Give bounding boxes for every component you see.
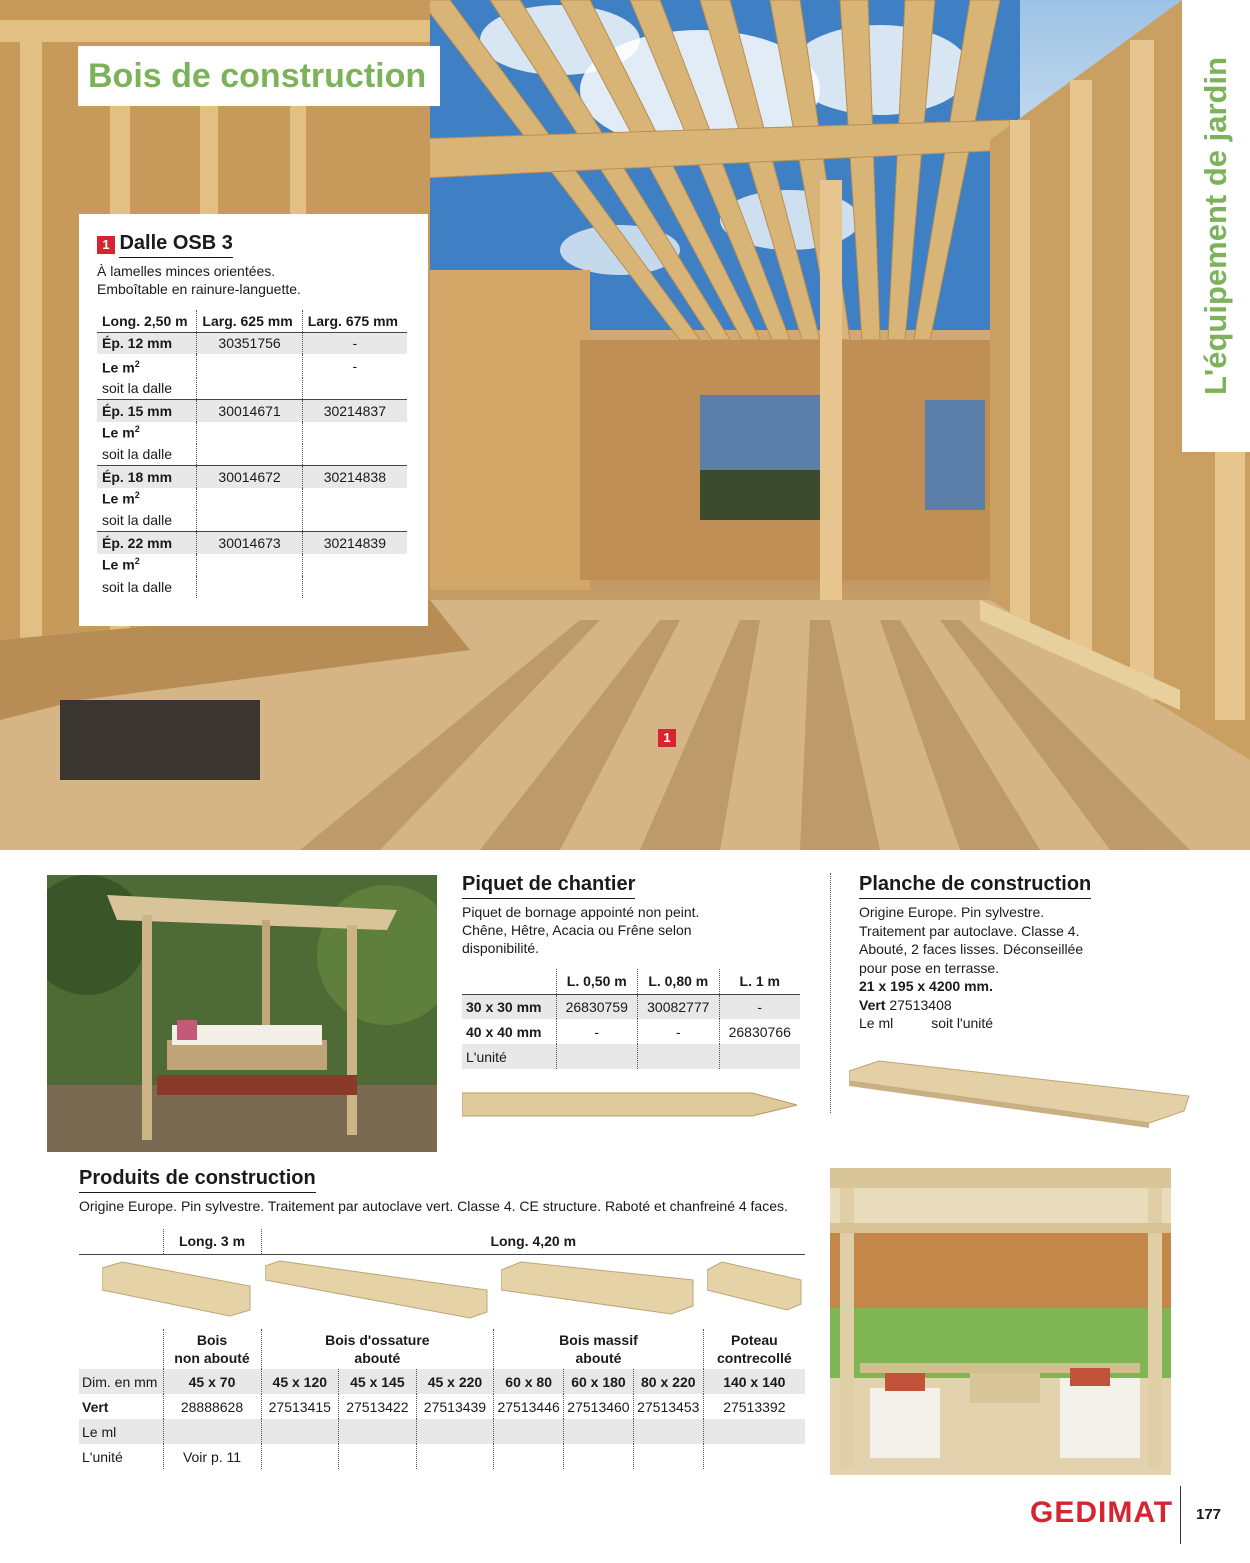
stake-image xyxy=(462,1083,802,1123)
planche-vert-row xyxy=(859,996,1199,1015)
empty-cell xyxy=(339,1444,417,1469)
empty-cell xyxy=(703,1419,805,1444)
planche-line-1: Origine Europe. Pin sylvestre. xyxy=(859,904,1045,920)
table-row xyxy=(97,576,407,598)
gazebo-illustration xyxy=(830,1168,1171,1475)
table-row xyxy=(79,1419,805,1444)
product-ref: - xyxy=(302,354,407,378)
beam-image-4 xyxy=(707,1260,802,1320)
product-ref: 30214837 xyxy=(302,400,407,422)
table-row xyxy=(79,1444,805,1469)
osb-desc-line-2: Emboîtable en rainure-languette. xyxy=(97,281,301,297)
empty-cell xyxy=(564,1444,634,1469)
category-bois-ossature xyxy=(261,1329,494,1369)
price-label: Le m xyxy=(102,556,135,573)
row-label: Ép. 22 mm xyxy=(97,532,197,554)
beam-image-cell xyxy=(261,1254,494,1329)
soit-unite-label: soit l'unité xyxy=(931,1015,994,1031)
voir-page: Voir p. 11 xyxy=(163,1444,261,1469)
product-ref: 27513422 xyxy=(339,1394,417,1419)
empty-cell xyxy=(197,576,302,598)
table-row xyxy=(97,354,407,378)
product-ref: - xyxy=(556,1019,638,1044)
cat-line: abouté xyxy=(575,1350,622,1366)
table-row xyxy=(97,444,407,466)
empty-cell xyxy=(494,1444,564,1469)
dim-cell: 45 x 120 xyxy=(261,1369,339,1394)
row-label: Le $m^2$ xyxy=(102,490,140,507)
empty-cell xyxy=(302,510,407,532)
piquet-desc-line-3: disponibilité. xyxy=(462,940,540,956)
dim-cell: 60 x 80 xyxy=(494,1369,564,1394)
osb-product-panel xyxy=(79,214,428,626)
row-label: Le $m^2$ xyxy=(102,556,140,573)
cat-line: Poteau xyxy=(730,1332,778,1348)
planche-line-3: Abouté, 2 faces lisses. Déconseillée xyxy=(859,941,1084,957)
row-label: Ép. 15 mm xyxy=(97,400,197,422)
category-bois-massif xyxy=(494,1329,703,1369)
beam-image-1 xyxy=(102,1260,252,1320)
product-ref: 27513408 xyxy=(889,996,952,1013)
product-ref: 27513415 xyxy=(261,1394,339,1419)
empty-cell xyxy=(197,554,302,576)
empty-header xyxy=(462,969,556,994)
piquet-table xyxy=(462,969,800,1069)
category-poteau xyxy=(703,1329,805,1369)
empty-cell xyxy=(703,1444,805,1469)
osb-title: Dalle OSB 3 xyxy=(119,232,232,258)
footer-divider xyxy=(1180,1486,1181,1544)
produits-panel xyxy=(79,1167,809,1469)
side-tab-label: L'équipement de jardin xyxy=(1198,56,1233,396)
row-label: soit la dalle xyxy=(102,446,173,463)
planche-dimensions: 21 x 195 x 4200 mm. xyxy=(859,978,993,994)
piquet-desc-line-1: Piquet de bornage appointé non peint. xyxy=(462,904,700,920)
product-ref: - xyxy=(638,1019,720,1044)
empty-cell xyxy=(197,488,302,510)
empty-cell xyxy=(556,1044,638,1069)
cat-line: abouté xyxy=(354,1350,401,1366)
empty-cell xyxy=(163,1419,261,1444)
category-bois-non-aboute xyxy=(163,1329,261,1369)
row-label: Le $m^2$ xyxy=(102,359,140,376)
beam-image-2 xyxy=(265,1260,490,1320)
empty-cell xyxy=(302,444,407,466)
produits-title: Produits de construction xyxy=(79,1167,316,1193)
product-ref: 27513460 xyxy=(564,1394,634,1419)
product-number-badge: 1 xyxy=(97,236,115,254)
product-ref: 27513439 xyxy=(416,1394,494,1419)
product-ref: 30014673 xyxy=(197,532,302,554)
product-ref: 30082777 xyxy=(638,994,720,1019)
row-label: L'unité xyxy=(82,1448,123,1465)
planche-price-row xyxy=(859,1014,1199,1033)
photo-swing-bed xyxy=(47,875,437,1152)
empty-cell xyxy=(197,444,302,466)
row-label: 40 x 40 mm xyxy=(466,1023,542,1040)
empty-cell xyxy=(302,422,407,444)
dim-cell: 45 x 70 xyxy=(163,1369,261,1394)
dim-cell: 45 x 220 xyxy=(416,1369,494,1394)
product-ref: 26830759 xyxy=(556,994,638,1019)
empty-cell xyxy=(416,1444,494,1469)
product-ref: 26830766 xyxy=(719,1019,800,1044)
osb-header-625: Larg. 625 mm xyxy=(197,310,302,332)
empty-cell xyxy=(633,1444,703,1469)
product-ref: 27513446 xyxy=(494,1394,564,1419)
dim-cell: 45 x 145 xyxy=(339,1369,417,1394)
long-3-header: Long. 3 m xyxy=(163,1229,261,1254)
page-number: 177 xyxy=(1196,1506,1222,1523)
empty-cell xyxy=(79,1329,163,1369)
product-ref: 30214839 xyxy=(302,532,407,554)
row-label: Vert xyxy=(82,1398,109,1415)
table-row xyxy=(97,554,407,576)
osb-header-675: Larg. 675 mm xyxy=(302,310,407,332)
empty-cell xyxy=(261,1444,339,1469)
empty-cell xyxy=(719,1044,800,1069)
dim-cell: 140 x 140 xyxy=(703,1369,805,1394)
photo-gazebo xyxy=(830,1168,1171,1475)
cat-line: Bois xyxy=(196,1332,228,1348)
product-ref: 28888628 xyxy=(163,1394,261,1419)
planche-line-4: pour pose en terrasse. xyxy=(859,959,1000,976)
piquet-header-1: L. 1 m xyxy=(719,969,800,994)
beam-image-cell xyxy=(163,1254,261,1329)
empty-cell xyxy=(261,1419,339,1444)
planche-product-panel xyxy=(859,873,1199,1136)
empty-cell xyxy=(564,1419,634,1444)
row-label: Le ml xyxy=(79,1419,163,1444)
empty-cell xyxy=(339,1419,417,1444)
row-label: Ép. 12 mm xyxy=(97,332,197,354)
row-label: soit la dalle xyxy=(102,512,173,529)
beam-image-cell xyxy=(703,1254,805,1329)
planche-title: Planche de construction xyxy=(859,873,1091,899)
row-label: soit la dalle xyxy=(102,578,173,595)
planche-line-2: Traitement par autoclave. Classe 4. xyxy=(859,922,1080,939)
empty-cell xyxy=(416,1419,494,1444)
product-ref: 30214838 xyxy=(302,466,407,488)
row-label: Le $m^2$ xyxy=(102,424,140,441)
row-label: Ép. 18 mm xyxy=(97,466,197,488)
piquet-header-050: L. 0,50 m xyxy=(556,969,638,994)
table-row xyxy=(97,510,407,532)
table-row xyxy=(462,1044,800,1069)
table-row xyxy=(97,532,407,554)
cat-line: contrecollé xyxy=(716,1350,792,1366)
table-row xyxy=(79,1369,805,1394)
side-tab xyxy=(1182,0,1250,452)
produits-description: Origine Europe. Pin sylvestre. Traitement par autoclave vert. Classe 4. CE structure. Raboté et chanfreiné 4 faces. xyxy=(79,1198,788,1214)
empty-cell xyxy=(302,378,407,400)
price-label: Le m xyxy=(102,424,135,441)
cat-line: Bois d'ossature xyxy=(325,1332,430,1348)
empty-cell xyxy=(197,422,302,444)
piquet-desc-line-2: Chêne, Hêtre, Acacia ou Frêne selon xyxy=(462,922,692,938)
table-row xyxy=(97,332,407,354)
piquet-description xyxy=(462,903,802,957)
osb-table xyxy=(97,310,407,598)
product-ref: 30014672 xyxy=(197,466,302,488)
product-ref: - xyxy=(719,994,800,1019)
produits-table xyxy=(79,1229,805,1469)
dim-cell: 80 x 220 xyxy=(633,1369,703,1394)
piquet-header-080: L. 0,80 m xyxy=(638,969,720,994)
osb-header-long: Long. 2,50 m xyxy=(97,310,197,332)
product-ref: 27513453 xyxy=(633,1394,703,1419)
empty-cell xyxy=(638,1044,720,1069)
empty-cell xyxy=(197,378,302,400)
beam-image-3 xyxy=(501,1260,696,1320)
board-image xyxy=(849,1041,1199,1131)
product-ref: 30014671 xyxy=(197,400,302,422)
product-ref: - xyxy=(302,332,407,354)
price-label: Le m xyxy=(102,490,135,507)
product-ref: 30351756 xyxy=(197,332,302,354)
cat-line: Bois massif xyxy=(559,1332,638,1348)
beam-image-cell xyxy=(494,1254,703,1329)
table-row xyxy=(97,488,407,510)
cat-line: non abouté xyxy=(174,1350,250,1366)
empty-cell xyxy=(494,1419,564,1444)
section-title: Bois de construction xyxy=(78,46,440,106)
price-label: Le m xyxy=(102,359,135,376)
piquet-title: Piquet de chantier xyxy=(462,873,635,899)
dim-cell: 60 x 180 xyxy=(564,1369,634,1394)
row-label: L'unité xyxy=(462,1044,556,1069)
empty-cell xyxy=(302,576,407,598)
empty-cell xyxy=(197,510,302,532)
vert-label: Vert xyxy=(859,996,886,1013)
empty-cell xyxy=(302,488,407,510)
table-row xyxy=(97,422,407,444)
table-row xyxy=(97,400,407,422)
row-label: soit la dalle xyxy=(102,380,173,397)
le-ml-label: Le ml xyxy=(859,1015,894,1031)
empty-cell xyxy=(197,354,302,378)
row-label: 30 x 30 mm xyxy=(462,994,556,1019)
osb-description xyxy=(97,262,410,298)
photo-number-badge: 1 xyxy=(658,729,676,747)
table-row xyxy=(97,466,407,488)
table-row xyxy=(462,994,800,1019)
swing-bed-illustration xyxy=(47,875,437,1152)
empty-cell xyxy=(633,1419,703,1444)
piquet-product-panel xyxy=(462,873,802,1128)
row-label: Dim. en mm xyxy=(79,1369,163,1394)
column-divider xyxy=(830,873,831,1113)
osb-desc-line-1: À lamelles minces orientées. xyxy=(97,263,276,279)
empty-header xyxy=(79,1229,163,1254)
empty-cell xyxy=(302,554,407,576)
table-row xyxy=(462,1019,800,1044)
table-row xyxy=(79,1394,805,1419)
product-ref: 27513392 xyxy=(703,1394,805,1419)
gedimat-logo: GEDIMAT xyxy=(1030,1496,1174,1529)
long-420-header: Long. 4,20 m xyxy=(261,1229,805,1254)
table-row xyxy=(97,378,407,400)
